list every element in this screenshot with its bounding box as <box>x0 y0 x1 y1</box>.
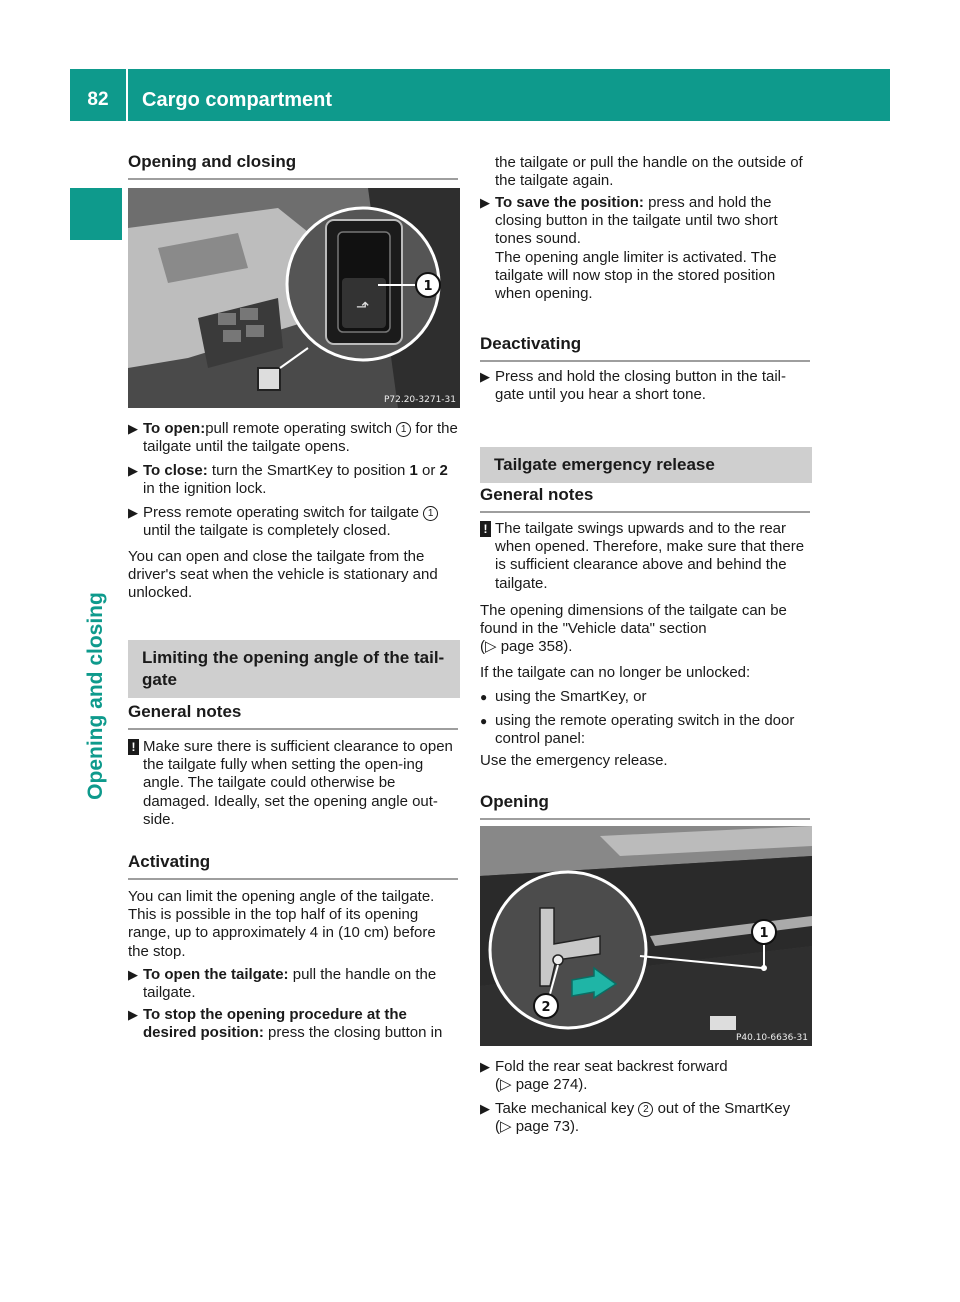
bullet-text: The opening angle limiter is activated. The tailgate will now stop in the stored position when opening. <box>495 248 777 303</box>
paragraph-use-emergency: Use the emergency release. <box>480 752 668 769</box>
page-reference[interactable]: page 274). <box>515 1076 588 1094</box>
callout-ref-icon: 2 <box>638 1102 653 1117</box>
bullet-to-open <box>128 420 460 456</box>
round-bullet-icon: ● <box>480 690 488 704</box>
bullet-arrow-icon: ▶ <box>128 1007 138 1022</box>
chapter-title: Cargo compartment <box>142 89 333 111</box>
side-section-tab <box>72 546 120 846</box>
heading-opening-and-closing: Opening and closing <box>128 152 458 180</box>
figure1-callout: 1 <box>423 279 433 294</box>
figure1-code: P72.20-3271-31 <box>383 395 456 405</box>
bullet-arrow-icon: ▶ <box>128 421 138 436</box>
continuation-text: the tailgate or pull the handle on the outside of the tailgate again. <box>495 154 803 190</box>
warning-text: Make sure there is sufficient clearance to open the tailgate fully when setting the open-ing angle. The tailgate could otherwise be damaged. Ideally, set the opening angle out-side. <box>143 738 453 828</box>
round-bullet-icon: ● <box>480 714 488 728</box>
bullet-text: press and hold the closing button in the tailgate until two short tones sound. <box>495 194 778 248</box>
warning-text: The tailgate swings upwards and to the rear when opened. Therefore, make sure that there is sufficient clearance above and behind the tailgate. <box>495 520 805 592</box>
bullet-bold: To stop the opening procedure at the desired position: <box>143 1006 407 1042</box>
figure2-callout-1: 1 <box>759 926 769 941</box>
figure2-code: P40.10-6636-31 <box>735 1033 808 1043</box>
bullet-arrow-icon: ▶ <box>480 369 490 384</box>
heading-activating: Activating <box>128 852 458 880</box>
warning-icon: ! <box>480 521 491 537</box>
bullet-bold: To close: <box>143 462 208 479</box>
paragraph-dimensions: The opening dimensions of the tailgate can be found in the "Vehicle data" section (▷ page 358). <box>480 602 787 656</box>
bullet-text: Fold the rear seat backrest forward <box>495 1058 728 1075</box>
paragraph-cannot-unlock: If the tailgate can no longer be unlocked: <box>480 664 751 681</box>
bullet-deactivate <box>480 368 812 404</box>
warning-icon: ! <box>128 739 139 755</box>
bullet-text: out of the SmartKey <box>653 1100 791 1117</box>
bullet-text: in the ignition lock. <box>143 480 267 498</box>
warning-note-2 <box>480 520 812 593</box>
figure2-callout-2: 2 <box>541 1000 551 1015</box>
bullet-open-tailgate <box>128 966 460 1002</box>
heading-general-notes-2: General notes <box>480 485 810 513</box>
bullet-text: turn the SmartKey to position <box>207 462 410 479</box>
page-number: 82 <box>87 89 109 110</box>
side-color-block <box>70 188 122 240</box>
page-ref-triangle-icon: ▷ <box>500 1076 512 1094</box>
bullet-fold-backrest: ▶ Fold the rear seat backrest forward (▷ page 274). <box>480 1058 728 1094</box>
callout-ref-icon: 1 <box>396 422 411 437</box>
section-bar-limiting-angle: Limiting the opening angle of the tail-gate <box>128 640 460 698</box>
bullet-arrow-icon: ▶ <box>480 1101 490 1116</box>
figure-emergency-release <box>480 826 812 1046</box>
bullet-arrow-icon: ▶ <box>480 195 490 210</box>
heading-general-notes: General notes <box>128 702 458 730</box>
paragraph-text: The opening dimensions of the tailgate can be found in the "Vehicle data" section <box>480 602 787 638</box>
section-bar-emergency-release: Tailgate emergency release <box>480 447 812 483</box>
page-ref-triangle-icon: ▷ <box>500 1118 512 1136</box>
bullet-to-close <box>128 462 460 498</box>
warning-note <box>128 738 460 829</box>
position-number: 2 <box>439 462 448 479</box>
bullet-text: pull remote operating switch <box>205 420 397 437</box>
bullet-text: or <box>417 462 440 479</box>
bullet-text: until the tailgate is completely closed. <box>143 522 391 540</box>
bullet-text: Press and hold the closing button in the tail-gate until you hear a short tone. <box>495 368 787 404</box>
page-reference[interactable]: page 73). <box>515 1118 580 1136</box>
round-bullet-item <box>480 688 812 706</box>
bullet-text: Press remote operating switch for tailgate <box>143 504 424 521</box>
bullet-bold: To save the position: <box>495 194 644 211</box>
bullet-arrow-icon: ▶ <box>128 505 138 520</box>
bullet-arrow-icon: ▶ <box>128 463 138 478</box>
round-bullet-item <box>480 712 812 748</box>
bullet-text: pull the handle on the tailgate. <box>143 966 437 1002</box>
bullet-arrow-icon: ▶ <box>128 967 138 982</box>
paragraph-drivers-seat: You can open and close the tailgate from the driver's seat when the vehicle is stationary and unlocked. <box>128 548 438 602</box>
bullet-text: for the tailgate until the tailgate opens. <box>143 420 458 456</box>
bullet-take-key: ▶ Take mechanical key 2 out of the SmartKey (▷ page 73). <box>480 1100 791 1136</box>
figure-tailgate-switch <box>128 188 460 408</box>
bullet-text: using the SmartKey, or <box>495 688 647 705</box>
heading-deactivating: Deactivating <box>480 334 810 362</box>
bullet-press-switch <box>128 504 460 540</box>
bullet-text: using the remote operating switch in the door control panel: <box>495 712 795 748</box>
bullet-bold: To open the tailgate: <box>143 966 289 983</box>
bullet-stop-opening <box>128 1006 460 1042</box>
header-divider <box>126 69 128 121</box>
page-ref-triangle-icon: ▷ <box>485 638 497 656</box>
callout-ref-icon: 1 <box>423 506 438 521</box>
heading-opening: Opening <box>480 792 810 820</box>
svg-text:⬏: ⬏ <box>356 297 370 316</box>
bullet-arrow-icon: ▶ <box>480 1059 490 1074</box>
bullet-save-position <box>480 194 812 303</box>
emergency-release-photo <box>480 826 812 1046</box>
tailgate-switch-photo <box>128 188 460 408</box>
position-number: 1 <box>409 462 418 479</box>
side-section-label: Opening and closing <box>84 592 107 800</box>
page-reference[interactable]: page 358). <box>500 638 573 656</box>
paragraph-limit-angle: You can limit the opening angle of the tailgate. This is possible in the top half of its opening range, up to approximately 4 in (10 cm) before the stop. <box>128 888 436 960</box>
bullet-text: press the closing button in <box>263 1024 443 1042</box>
bullet-text: Take mechanical key <box>495 1100 639 1117</box>
bullet-bold: To open: <box>143 420 206 437</box>
